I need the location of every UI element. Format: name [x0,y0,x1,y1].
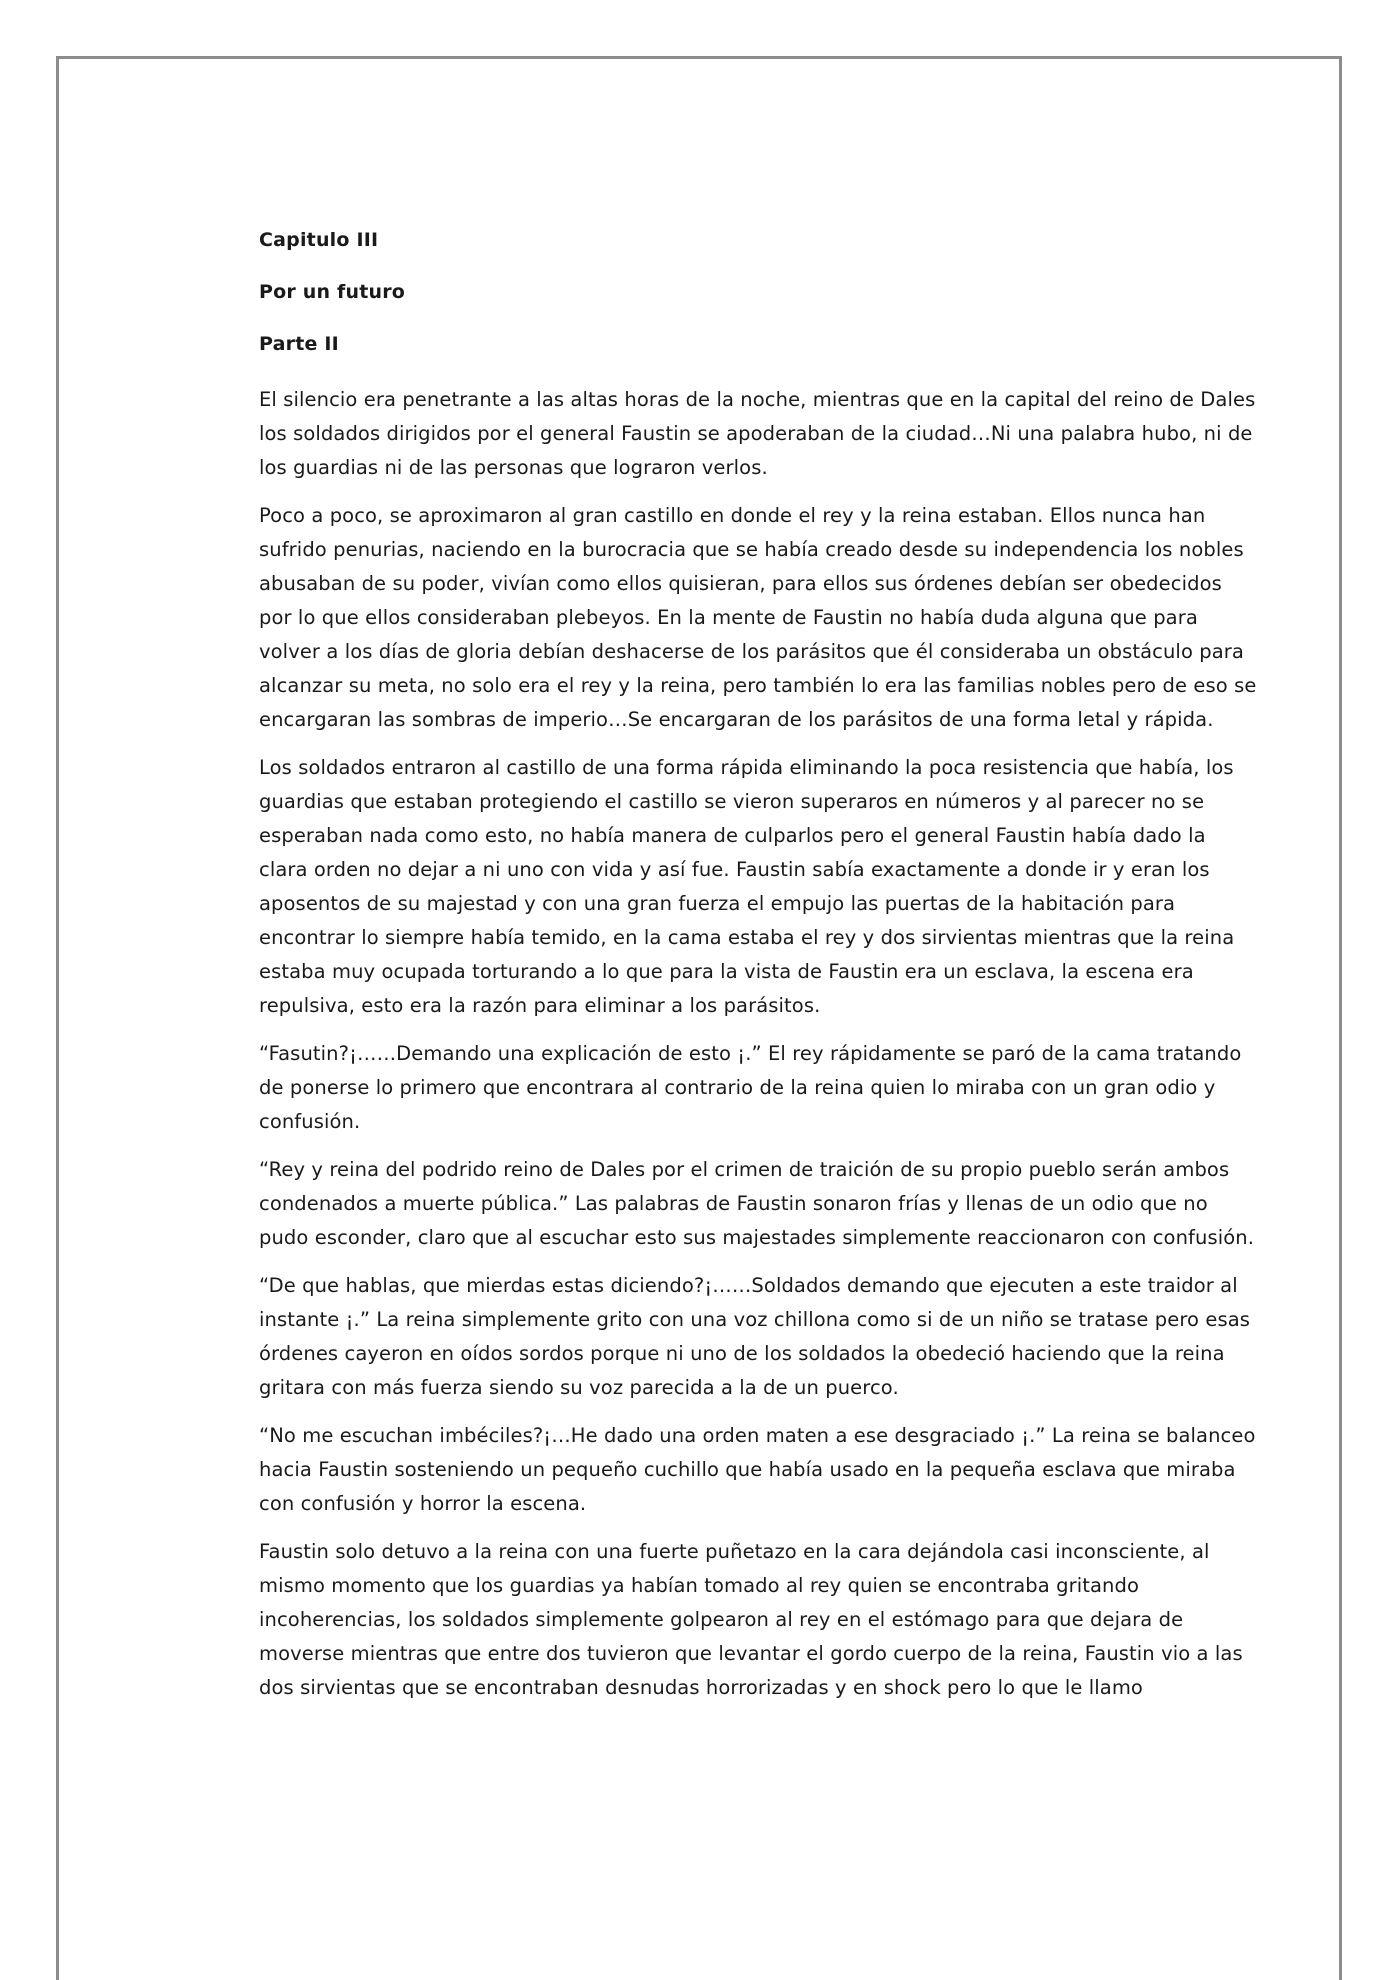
paragraph: “Fasutin?¡……Demando una explicación de esto ¡.” El rey rápidamente se paró de la cama tratando de ponerse lo primero que encontrara al contrario de la reina quien lo miraba con un gran odio y confusión. [259,1042,1242,1133]
document-page [56,56,1342,1980]
chapter-subtitle: Por un futuro [259,281,406,303]
paragraph: “De que hablas, que mierdas estas diciendo?¡……Soldados demando que ejecuten a este traidor al instante ¡.” La reina simplemente grito con una voz chillona como si de un niño se tratase pero esas órdenes cayeron en oídos sordos porque ni uno de los soldados la obedeció haciendo que la reina gritara con más fuerza siendo su voz parecida a la de un puerco. [259,1274,1251,1399]
paragraph: Faustin solo detuvo a la reina con una fuerte puñetazo en la cara dejándola casi inconsciente, al mismo momento que los guardias ya habían tomado al rey quien se encontraba gritando incoherencias, los soldados simplemente golpearon al rey en el estómago para que dejara de moverse mientras que entre dos tuvieron que levantar el gordo cuerpo de la reina, Faustin vio a las dos sirvientas que se encontraban desnudas horrorizadas y en shock pero lo que le llamo [259,1540,1243,1699]
document-body [259,227,1259,1719]
chapter-title: Capitulo III [259,229,379,251]
paragraph: “No me escuchan imbéciles?¡…He dado una orden maten a ese desgraciado ¡.” La reina se balanceo hacia Faustin sosteniendo un pequeño cuchillo que había usado en la pequeña esclava que miraba con confusión y horror la escena. [259,1424,1256,1515]
paragraph: Los soldados entraron al castillo de una forma rápida eliminando la poca resistencia que había, los guardias que estaban protegiendo el castillo se vieron superaros en números y al parecer no se esperaban nada como esto, no había manera de culparlos pero el general Faustin había dado la clara orden no dejar a ni uno con vida y así fue. Faustin sabía exactamente a donde ir y eran los aposentos de su majestad y con una gran fuerza el empujo las puertas de la habitación para encontrar lo siempre había temido, en la cama estaba el rey y dos sirvientas mientras que la reina estaba muy ocupada torturando a lo que para la vista de Faustin era un esclava, la escena era repulsiva, esto era la razón para eliminar a los parásitos. [259,756,1235,1017]
paragraph: “Rey y reina del podrido reino de Dales por el crimen de traición de su propio pueblo serán ambos condenados a muerte pública.” Las palabras de Faustin sonaron frías y llenas de un odio que no pudo esconder, claro que al escuchar esto sus majestades simplemente reaccionaron con confusión. [259,1158,1255,1249]
part-title: Parte II [259,333,339,355]
paragraph: El silencio era penetrante a las altas horas de la noche, mientras que en la capital del reino de Dales los soldados dirigidos por el general Faustin se apoderaban de la ciudad…Ni una palabra hubo, ni de los guardias ni de las personas que lograron verlos. [259,388,1256,479]
paragraph: Poco a poco, se aproximaron al gran castillo en donde el rey y la reina estaban. Ellos nunca han sufrido penurias, naciendo en la burocracia que se había creado desde su independencia los nobles abusaban de su poder, vivían como ellos quisieran, para ellos sus órdenes debían ser obedecidos por lo que ellos consideraban plebeyos. En la mente de Faustin no había duda alguna que para volver a los días de gloria debían deshacerse de los parásitos que él consideraba un obstáculo para alcanzar su meta, no solo era el rey y la reina, pero también lo era las familias nobles pero de eso se encargaran las sombras de imperio…Se encargaran de los parásitos de una forma letal y rápida. [259,504,1257,731]
